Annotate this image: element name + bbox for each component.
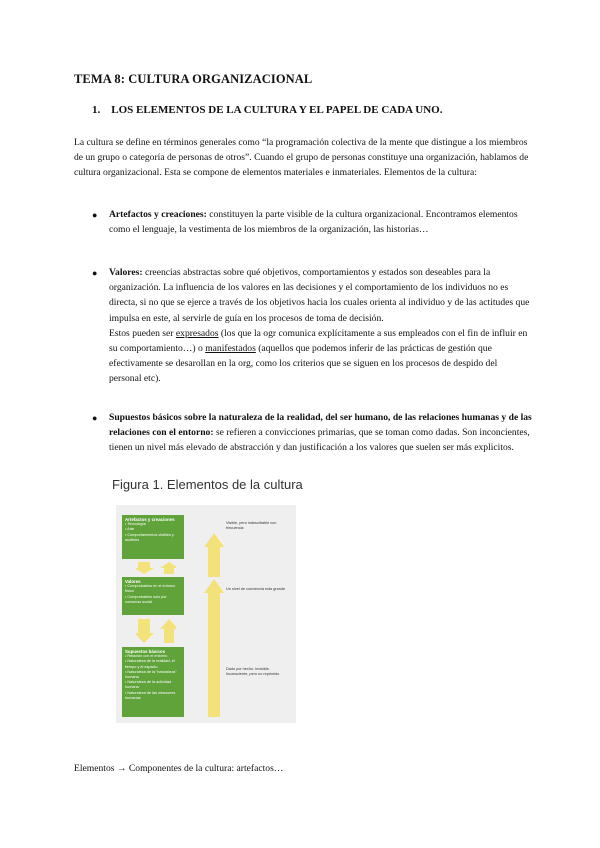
bullet-marker: ● [92,268,98,278]
side-label-conciencia: Un nivel de conciencia más grande [226,587,286,591]
box-title: Artefactos y creaciones [125,517,175,522]
bullet-supuestos [109,410,532,456]
box-item: • Arte [125,527,135,532]
page-title: TEMA 8: CULTURA ORGANIZACIONAL [74,72,313,86]
big-up-arrow [204,533,224,717]
box-item: • Comprobables en el entorno físico [125,584,176,594]
arrow-down-icon [136,619,154,643]
box-item: • Comportamientos visibles y audibles [125,532,174,542]
box-item: • Naturaleza de la actividad humana [125,680,172,690]
bullet-valores [109,265,532,387]
bullet-term: Artefactos y creaciones: [109,209,207,220]
arrow-down-icon [136,562,154,574]
bullet-text: creencias abstractas sobre qué objetivos, comportamientos y estados son deseables para la organización. La influencia de los valores en las decisiones y el comportamiento de los individuos no es directa, si no que se ejerce a través de los objetivos hacia los cuales orienta al individuo y de las actitudes que impulsa en este, al servirle de guía en los procesos de toma de decisión. [109,267,530,324]
box-item: • Naturaleza de la realidad, el tiempo y el espacio [125,659,175,669]
bullet-artefactos [109,207,532,237]
underlined-term: manifestados [205,343,256,355]
bullet-text: Estos pueden ser [109,327,176,339]
box-title: Supuestos básicos [125,649,166,654]
bullet-text: se refieren a convicciones primarias, que se toman como dadas. Son inconcientes, tienen un nivel más elevado de abstracción y dan justificación a los valores que suelen ser más explicitos. [109,427,530,454]
footer-line: Elementos → Componentes de la cultura: artefactos… [74,763,284,774]
bullet-text: constituyen la parte visible de la cultura organizacional. Encontramos elementos como el lenguaje, la vestimenta de los miembros de la organización, las historias… [109,209,518,236]
bullet-text: (los que la ogr comunica explícitamente a sus empleados con el fin de influir en su comportamiento…) o [109,327,528,355]
bullet-marker: ● [92,210,98,220]
bullet-text: (aquellos que podemos inferir de las prácticas de gestión que efectivamente se desarollan en la org, como los criterios que se siguen en los procesos de despido del personal etc). [109,343,498,385]
box-item: • Naturaleza de las relaciones humanas [125,690,176,700]
box-supuestos [122,647,184,717]
section-title: LOS ELEMENTOS DE LA CULTURA Y EL PAPEL DE CADA UNO. [111,104,443,116]
arrows-1 [136,561,176,575]
arrows-2 [136,618,176,644]
bullet-term: Valores: [109,267,143,278]
section-number: 1. [92,104,101,116]
bullet-term: Supuestos básicos sobre la naturaleza de la realidad, del ser humano, de las relaciones humanas y de las relaciones con el entorno: [109,412,532,439]
box-item: • Tecnología [125,522,146,527]
box-item: • Comprobables solo por consenso social [125,594,167,604]
side-label-invisible: Dado por hecho. Invisible. Inconsciente, pero no reprimido [226,667,280,676]
bullet-marker: ● [92,413,98,423]
side-label-visible: Visible, pero indescifrable con frecuencia [226,521,277,530]
box-valores [122,577,184,615]
box-artefactos [122,515,184,559]
figure-title: Figura 1. Elementos de la cultura [112,477,303,492]
box-item: • Naturaleza de la "naturaleza" humana [125,669,177,680]
culture-figure [116,505,296,723]
section-heading [92,104,442,116]
arrow-up-icon [204,579,224,717]
arrow-up-icon [160,619,176,643]
intro-paragraph: La cultura se define en términos generales como “la programación colectiva de la mente que distingue a los miembros de un grupo o categoría de personas de otros”. Cuando el grupo de personas constituye una organización, hablamos de cultura organizacional. Esta se compone de elementos materiales e inmateriales. Elementos de la cultura: [74,137,529,179]
box-title: Valores [125,579,141,584]
arrow-up-icon [160,562,176,574]
arrow-up-icon [204,533,224,577]
box-item: • Relación con el entorno [125,654,168,659]
underlined-term: expresados [175,327,219,339]
